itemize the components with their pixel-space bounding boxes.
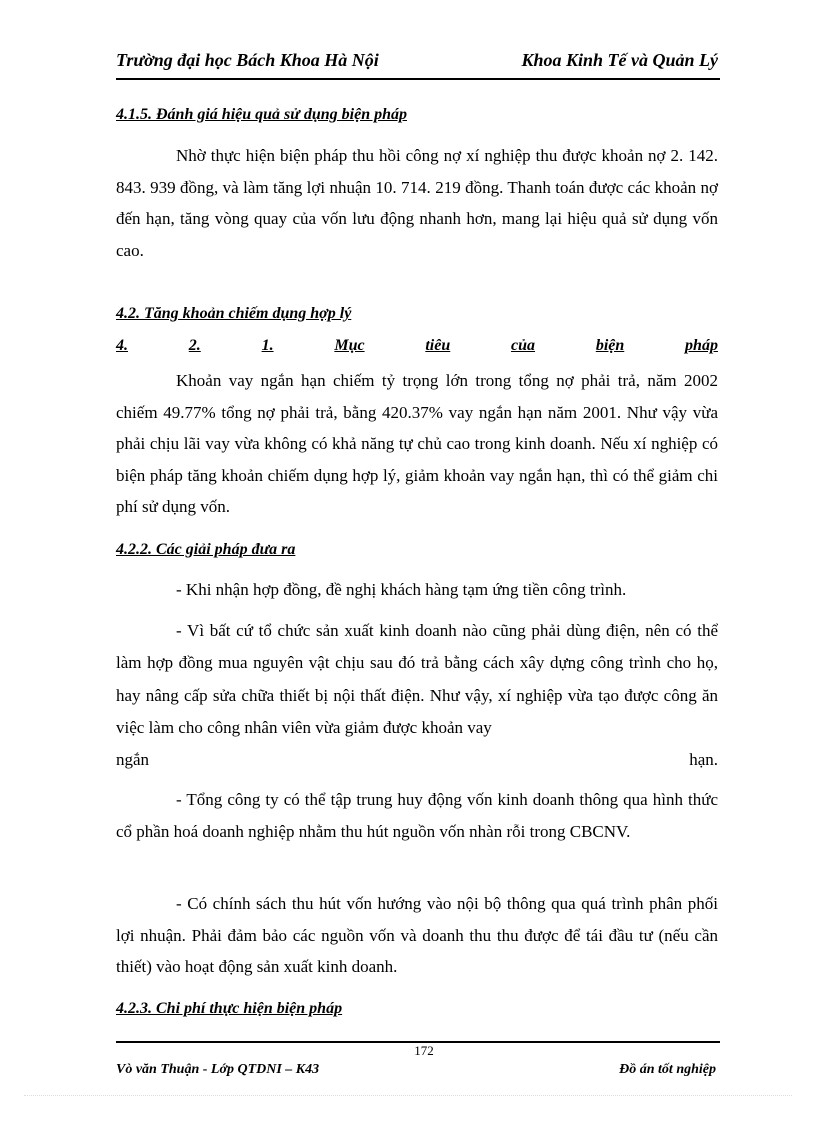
- solution-item-1: [116, 574, 718, 606]
- solution-item-3-text: - Tổng công ty có thể tập trung huy động vốn kinh doanh thông qua hình thức cổ phần hoá doanh nghiệp nhằm thu hút nguồn vốn nhàn rỗi trong CBCNV.: [116, 790, 718, 841]
- footer-title: Đồ án tốt nghiệp: [619, 1062, 716, 1077]
- solution-item-2-text: - Vì bất cứ tổ chức sản xuất kinh doanh nào cũng phải dùng điện, nên có thể làm hợp đồng mua nguyên vật chịu sau đó trả bằng cách xây dựng công trình cho họ, hay nâng cấp sửa chữa thiết bị nội thất điện. Như vậy, xí nghiệp vừa tạo được công ăn việc làm cho công nhân viên vừa giảm được khoản vay: [116, 621, 718, 737]
- section-422-heading: 4.2.2. Các giải pháp đưa ra: [116, 541, 296, 558]
- heading-word: tiêu: [425, 337, 451, 354]
- heading-word: Mục: [334, 337, 365, 354]
- heading-word: của: [511, 337, 536, 354]
- solution-item-4: [116, 888, 718, 983]
- page-number: 172: [414, 1043, 434, 1058]
- section-415-text: Nhờ thực hiện biện pháp thu hồi công nợ xí nghiệp thu được khoản nợ 2. 142. 843. 939 đồng, và làm tăng lợi nhuận 10. 714. 219 đồng. Thanh toán được các khoản nợ đến hạn, tăng vòng quay của vốn lưu động nhanh hơn, mang lại hiệu quả sử dụng vốn cao.: [116, 146, 718, 260]
- solution-item-1-text: - Khi nhận hợp đồng, đề nghị khách hàng tạm ứng tiền công trình.: [176, 580, 627, 599]
- solution-item-2-tail-left: ngắn: [116, 750, 150, 769]
- section-423-heading: 4.2.3. Chi phí thực hiện biện pháp: [116, 1000, 343, 1017]
- heading-word: 4.: [116, 337, 128, 354]
- solution-item-2: [116, 615, 718, 744]
- solution-item-2-tail-right: hạn.: [689, 750, 718, 769]
- heading-word: biện: [595, 337, 625, 354]
- heading-word: 1.: [261, 337, 274, 354]
- section-421-heading: [116, 335, 718, 357]
- section-421-paragraph: [116, 365, 718, 523]
- solution-item-4-text: - Có chính sách thu hút vốn hướng vào nội bộ thông qua quá trình phân phối lợi nhuận. Phải đảm bảo các nguồn vốn và doanh thu thu được để tái đầu tư (nếu cần thiết) vào hoạt động sản xuất kinh doanh.: [116, 894, 718, 977]
- section-415-heading: 4.1.5. Đánh giá hiệu quả sử dụng biện pháp: [116, 106, 407, 123]
- heading-word: pháp: [685, 337, 718, 354]
- footer-author: Vò văn Thuận - Lớp QTDNI – K43: [116, 1062, 320, 1077]
- section-42-heading: 4.2. Tăng khoản chiếm dụng hợp lý: [116, 305, 352, 322]
- header-school: Trường đại học Bách Khoa Hà Nội: [116, 50, 379, 70]
- solution-item-3: [116, 784, 718, 847]
- page-bottom-dotted-line: [24, 1095, 792, 1096]
- solution-item-2-tail: [116, 744, 718, 776]
- heading-word: 2.: [188, 337, 201, 354]
- section-415-paragraph: [116, 140, 718, 266]
- section-421-text: Khoản vay ngắn hạn chiếm tỷ trọng lớn trong tổng nợ phải trả, năm 2002 chiếm 49.77% tổng nợ phải trả, bằng 420.37% vay ngắn hạn năm 2001. Như vậy vừa phải chịu lãi vay vừa không có khả năng tự chủ cao trong kinh doanh. Nếu xí nghiệp có biện pháp tăng khoản chiếm dụng hợp lý, giảm khoản vay ngắn hạn, thì có thể giảm chi phí sử dụng vốn.: [116, 371, 718, 517]
- header-faculty: Khoa Kinh Tế và Quản Lý: [521, 50, 718, 70]
- header-rule: [116, 78, 720, 80]
